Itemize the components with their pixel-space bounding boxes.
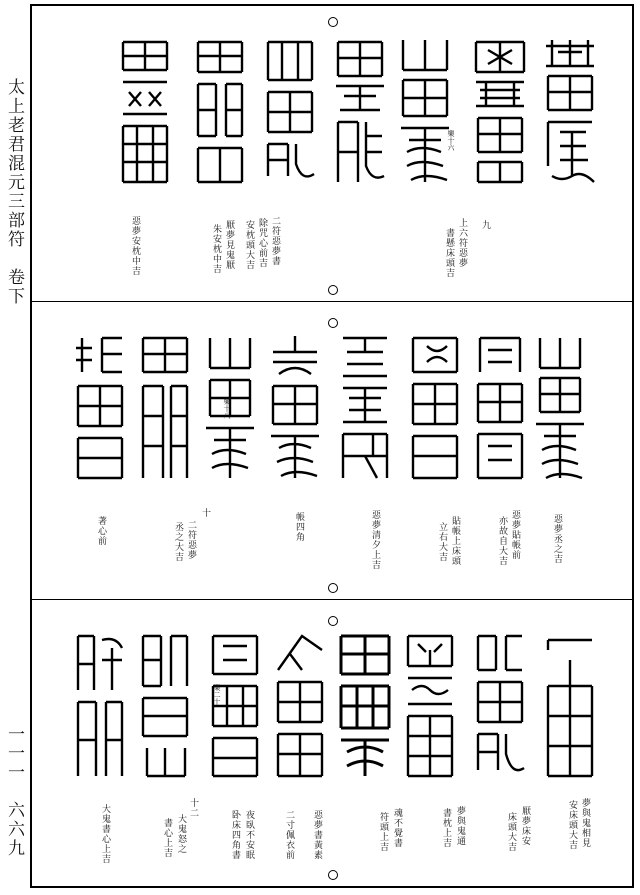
caption: 十二 xyxy=(188,798,198,818)
caption: 安床頭大吉 xyxy=(567,800,577,850)
caption: 大鬼書心上吉 xyxy=(100,804,110,864)
caption: 立右大吉 xyxy=(437,522,447,562)
panel-middle xyxy=(32,301,632,599)
seal-talisman-icon xyxy=(472,36,528,186)
caption: 惡夢安枕中吉 xyxy=(130,216,140,276)
panel-bottom xyxy=(32,599,632,886)
caption: 魂不覺書 xyxy=(392,808,402,848)
caption: 帳四角 xyxy=(294,512,304,542)
seal-talisman-icon xyxy=(137,332,193,482)
talisman xyxy=(137,332,193,482)
talisman xyxy=(402,630,458,780)
caption: 卧床四角書 xyxy=(230,810,240,860)
seal-talisman-icon xyxy=(72,630,128,780)
seal-talisman-icon xyxy=(337,332,393,482)
seal-talisman-icon xyxy=(72,332,128,482)
talisman xyxy=(267,332,323,482)
caption: 書心上吉 xyxy=(162,818,172,858)
binding-hole-icon xyxy=(328,17,338,27)
talisman xyxy=(337,630,393,780)
talisman xyxy=(397,36,453,186)
binding-hole-icon xyxy=(328,318,338,328)
talisman xyxy=(272,630,328,780)
caption: 書枕上吉 xyxy=(441,808,451,848)
caption: 厭夢見鬼厭 xyxy=(224,220,234,270)
seal-talisman-icon xyxy=(542,36,598,186)
caption: 惡夢清夕上吉 xyxy=(370,510,380,570)
caption: 十 xyxy=(200,508,210,518)
caption: 除咒心前吉 xyxy=(257,218,267,268)
caption: 二符惡夢書 xyxy=(270,216,280,266)
book-title: 太上老君混元三部符 卷下 xyxy=(4,78,24,306)
talisman xyxy=(137,630,193,780)
seal-talisman-icon xyxy=(337,630,393,780)
seal-talisman-icon xyxy=(117,36,173,186)
talisman xyxy=(542,630,598,780)
seal-talisman-icon xyxy=(137,630,193,780)
talisman xyxy=(72,332,128,482)
seal-talisman-icon xyxy=(472,630,528,780)
seal-talisman-icon xyxy=(542,630,598,780)
caption: 丞之大吉 xyxy=(173,522,183,562)
seal-talisman-icon xyxy=(267,332,323,482)
page-number: 一一一 六六九 xyxy=(4,725,24,858)
binding-hole-icon xyxy=(328,583,338,593)
caption: 二符惡夢 xyxy=(186,520,196,560)
page-frame xyxy=(30,4,634,888)
margin-column xyxy=(0,0,28,895)
folio-note: 樂十六 xyxy=(447,130,455,151)
caption: 九 xyxy=(480,220,490,230)
caption: 夢與鬼相見 xyxy=(580,798,590,848)
talisman xyxy=(117,36,173,186)
seal-talisman-icon xyxy=(262,36,318,186)
binding-hole-icon xyxy=(328,616,338,626)
talisman xyxy=(72,630,128,780)
caption: 著心前 xyxy=(96,516,106,546)
folio-note: 樂二十 xyxy=(213,684,221,705)
caption: 床頭大吉 xyxy=(506,812,516,852)
seal-talisman-icon xyxy=(472,332,528,482)
binding-hole-icon xyxy=(328,870,338,880)
talisman xyxy=(407,332,463,482)
talisman xyxy=(472,36,528,186)
seal-talisman-icon xyxy=(272,630,328,780)
seal-talisman-icon xyxy=(402,630,458,780)
talisman xyxy=(192,36,248,186)
seal-talisman-icon xyxy=(192,36,248,186)
talisman xyxy=(472,332,528,482)
panel-top xyxy=(32,6,632,301)
talisman xyxy=(472,630,528,780)
caption: 上六符惡夢 xyxy=(457,218,467,268)
seal-talisman-icon xyxy=(397,36,453,186)
talisman xyxy=(207,630,263,780)
seal-talisman-icon xyxy=(332,36,388,186)
caption: 二寸佩衣前 xyxy=(284,810,294,860)
talisman xyxy=(542,36,598,186)
caption: 厭夢床安 xyxy=(520,806,530,846)
caption: 大鬼怒之 xyxy=(176,814,186,854)
seal-talisman-icon xyxy=(207,630,263,780)
caption: 惡夢丞之吉 xyxy=(552,514,562,564)
binding-hole-icon xyxy=(328,285,338,295)
talisman xyxy=(332,36,388,186)
seal-talisman-icon xyxy=(532,332,588,482)
talisman xyxy=(262,36,318,186)
caption: 書懸床頭吉 xyxy=(444,228,454,278)
caption: 夜臥不安眠 xyxy=(244,810,254,860)
caption: 符頭上吉 xyxy=(378,812,388,852)
caption: 朱安枕中吉 xyxy=(211,224,221,274)
talisman xyxy=(532,332,588,482)
seal-talisman-icon xyxy=(407,332,463,482)
caption: 惡夢書黃素 xyxy=(312,810,322,860)
talisman xyxy=(337,332,393,482)
caption: 安枕頭大吉 xyxy=(244,220,254,270)
folio-note: 樂十八 xyxy=(223,398,231,419)
caption: 夢與鬼通 xyxy=(455,806,465,846)
caption: 惡夢貼帳前 xyxy=(510,510,520,560)
caption: 貼帳上床頭 xyxy=(450,516,460,566)
caption: 亦故自大吉 xyxy=(497,516,507,566)
